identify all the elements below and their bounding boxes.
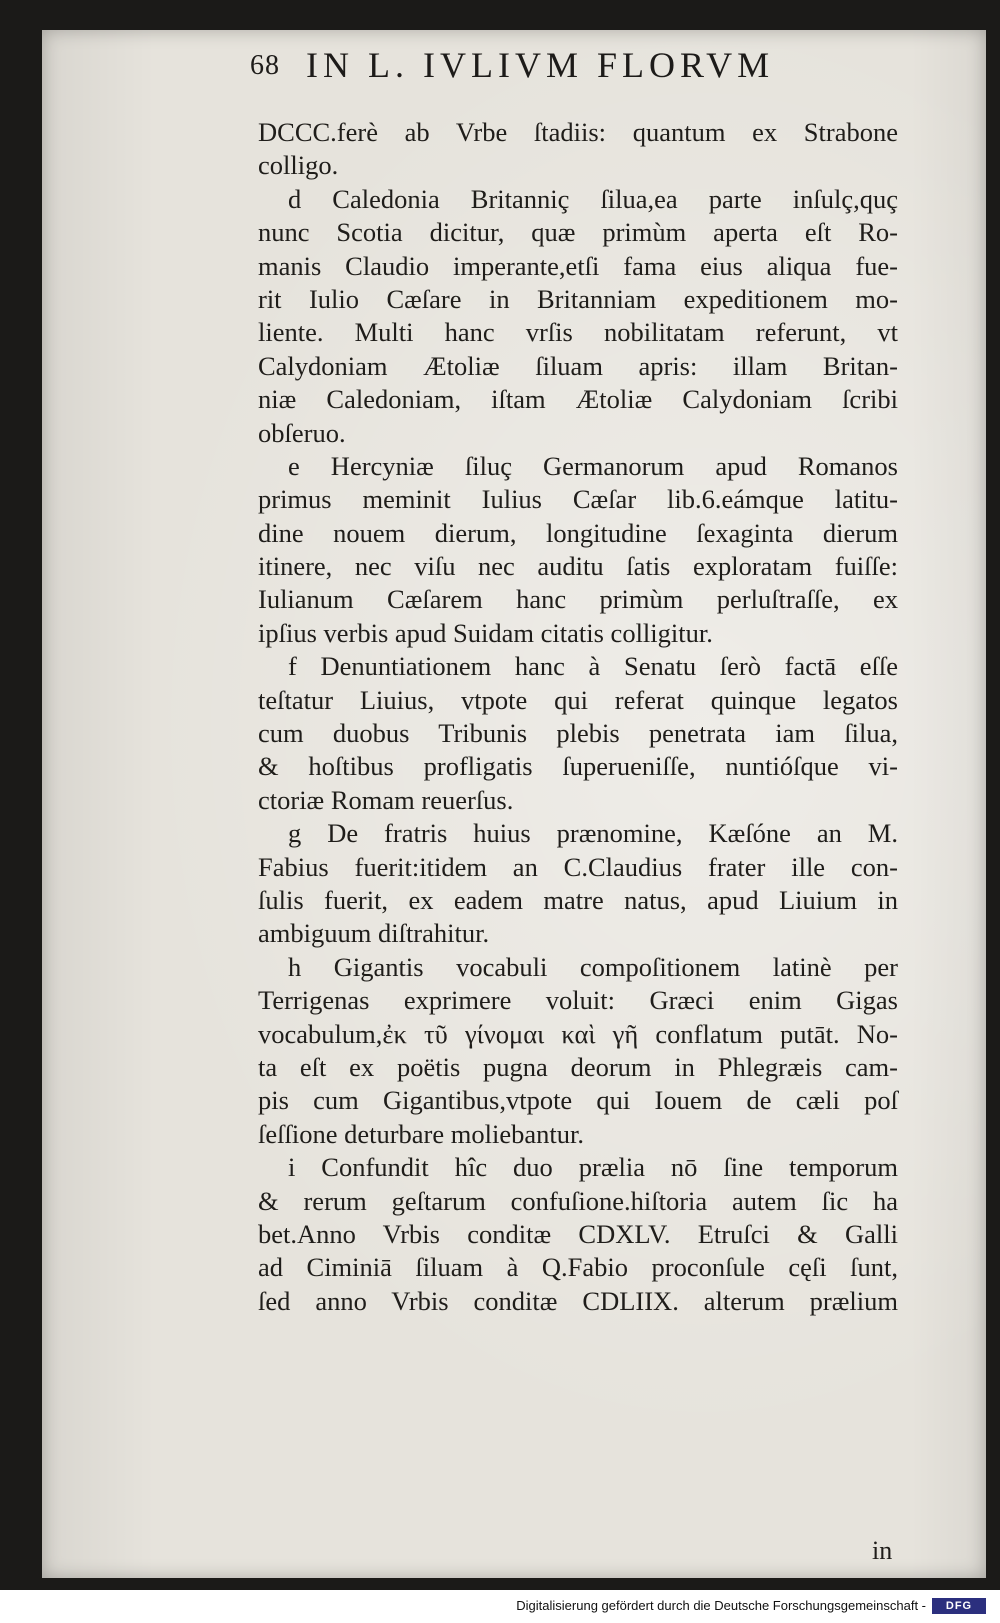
text-line: DCCC.ferè ab Vrbe ſtadiis: quantum ex Strabone bbox=[258, 117, 898, 147]
text-line: ctoriæ Romam reuerſus. bbox=[258, 784, 514, 815]
text-line: pis cum Gigantibus,vtpote qui Iouem de cæli poſ bbox=[258, 1085, 898, 1116]
text-line: nunc Scotia dicitur, quæ primùm aperta eſt Ro- bbox=[258, 217, 898, 248]
text-line: niæ Caledoniam, iſtam Ætoliæ Calydoniam ſcribi bbox=[258, 384, 898, 415]
text-line: colligo. bbox=[258, 150, 339, 181]
note-h-first-line: h Gigantis vocabuli compoſitionem latinè per bbox=[288, 951, 898, 982]
text-line: Iulianum Cæſarem hanc primùm perluſtraſſe, ex bbox=[258, 584, 898, 615]
note-f-first-line: f Denuntiationem hanc à Senatu ſerò factā eſſe bbox=[288, 651, 898, 682]
text-line: vocabulum,ἐκ τῦ γίνομαι καὶ γῆ conflatum putāt. No- bbox=[258, 1018, 898, 1049]
text-line: & hoſtibus profligatis ſuperueniſſe, nuntióſque vi- bbox=[258, 751, 898, 782]
catchword: in bbox=[872, 1536, 893, 1565]
digitization-footer bbox=[0, 1590, 1000, 1623]
text-line: liente. Multi hanc vrſis nobilitatam referunt, vt bbox=[258, 317, 898, 348]
text-line: Fabius fuerit:itidem an C.Claudius frater ille con- bbox=[258, 851, 898, 882]
text-line: cum duobus Tribunis plebis penetrata iam ſilua, bbox=[258, 718, 898, 749]
page-number: 68 bbox=[250, 50, 280, 81]
text-line: obſeruo. bbox=[258, 417, 346, 448]
note-g-first-line: g De fratris huius prænomine, Kæſóne an M. bbox=[288, 818, 898, 849]
text-line: primus meminit Iulius Cæſar lib.6.eámque latitu- bbox=[258, 484, 898, 515]
note-i-first-line: i Confundit hîc duo prælia nō ſine temporum bbox=[288, 1152, 898, 1183]
text-line: rit Iulio Cæſare in Britanniam expeditionem mo- bbox=[258, 283, 898, 314]
text-line: & rerum geſtarum confuſione.hiſtoria autem ſic ha bbox=[258, 1185, 898, 1216]
text-line: ſed anno Vrbis conditæ CDLIIX. alterum prælium bbox=[258, 1285, 898, 1316]
dfg-logo: DFG bbox=[932, 1598, 986, 1614]
text-line: ad Ciminiā ſiluam à Q.Fabio proconſule cęſi ſunt, bbox=[258, 1252, 898, 1283]
note-e-first-line: e Hercyniæ ſiluç Germanorum apud Romanos bbox=[288, 450, 898, 481]
text-line: Terrigenas exprimere voluit: Græci enim Gigas bbox=[258, 985, 898, 1016]
running-head: IN L. IVLIVM FLORVM bbox=[306, 45, 775, 85]
text-line: ſulis fuerit, ex eadem matre natus, apud Liuium in bbox=[258, 884, 898, 915]
text-line: Calydoniam Ætoliæ ſiluam apris: illam Britan- bbox=[258, 350, 898, 381]
page-body bbox=[258, 116, 898, 1318]
text-line: bet.Anno Vrbis conditæ CDXLV. Etruſci & Galli bbox=[258, 1218, 898, 1249]
page-header bbox=[250, 44, 890, 94]
text-line: ſeſſione deturbare moliebantur. bbox=[258, 1118, 584, 1149]
text-line: teſtatur Liuius, vtpote qui referat quinque legatos bbox=[258, 684, 898, 715]
text-line: ambiguum diſtrahitur. bbox=[258, 918, 490, 949]
text-line: ta eſt ex poëtis pugna deorum in Phlegræis cam- bbox=[258, 1051, 898, 1082]
text-line: itinere, nec viſu nec auditu ſatis exploratam fuiſſe: bbox=[258, 551, 898, 582]
funding-credit: Digitalisierung gefördert durch die Deutsche Forschungsgemeinschaft - bbox=[516, 1598, 926, 1613]
text-line: ipſius verbis apud Suidam citatis colligitur. bbox=[258, 617, 713, 648]
text-line: manis Claudio imperante,etſi fama eius aliqua fue- bbox=[258, 250, 898, 281]
text-line: dine nouem dierum, longitudine ſexaginta dierum bbox=[258, 517, 898, 548]
note-d-first-line: d Caledonia Britanniç ſilua,ea parte inſulç,quç bbox=[288, 183, 898, 214]
